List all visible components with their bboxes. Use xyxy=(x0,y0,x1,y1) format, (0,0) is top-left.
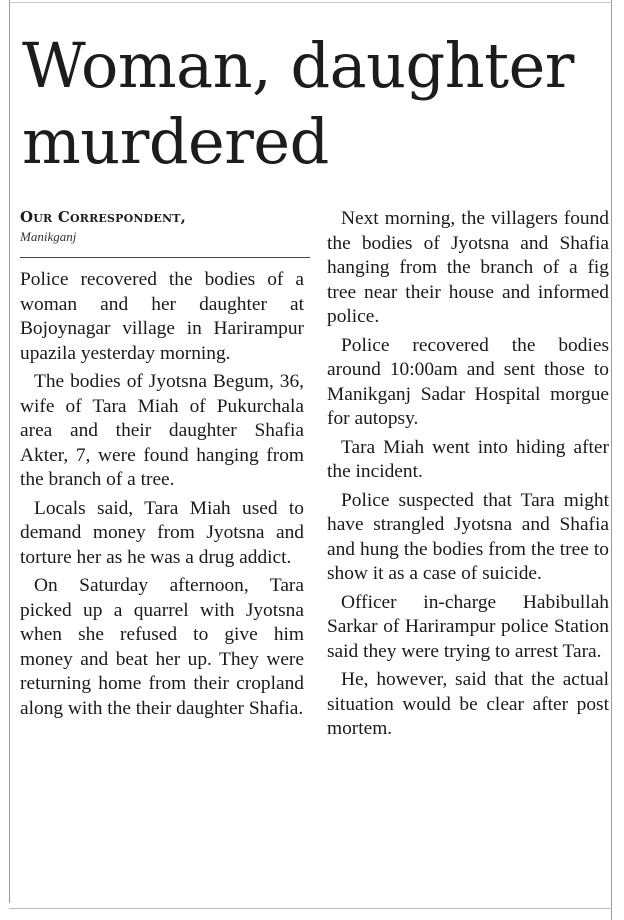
paragraph: On Saturday afternoon, Tara picked up a quarrel with Jyotsna when she refused to give him money and beat her up. They were returning home from their cropland along with the their daughter Shafia. xyxy=(20,575,304,719)
paragraph: Tara Miah went into hiding after the incident. xyxy=(327,436,609,482)
top-border xyxy=(9,2,612,3)
paragraph: He, however, said that the actual situation would be clear after post mortem. xyxy=(327,669,609,739)
byline-block xyxy=(20,207,310,245)
paragraph: Police recovered the bodies of a woman and her daughter at Bojoynagar village in Harirampur upazila yesterday morning. xyxy=(20,269,304,364)
byline-divider xyxy=(20,257,310,258)
paragraph: Officer in-charge Habibullah Sarkar of Harirampur police Station said they were trying to arrest Tara. xyxy=(327,591,609,662)
byline: Our Correspondent, xyxy=(20,208,187,226)
headline: Woman, daughter murdered xyxy=(22,29,574,178)
left-border xyxy=(9,0,10,903)
paragraph: Police suspected that Tara might have strangled Jyotsna and Shafia and hung the bodies from the tree to show it as a case of suicide. xyxy=(327,489,609,584)
paragraph: The bodies of Jyotsna Begum, 36, wife of Tara Miah of Pukurchala area and their daughter Shafia Akter, 7, were found hanging from the branch of a tree. xyxy=(20,371,304,490)
paragraph: Locals said, Tara Miah used to demand money from Jyotsna and torture her as he was a drug addict. xyxy=(20,497,304,568)
bottom-border xyxy=(9,908,612,909)
article-column-right xyxy=(327,207,609,746)
paragraph: Next morning, the villagers found the bodies of Jyotsna and Shafia hanging from the branch of a fig tree near their house and informed police. xyxy=(327,208,609,327)
dateline: Manikganj xyxy=(20,229,77,244)
paragraph: Police recovered the bodies around 10:00am and sent those to Manikganj Sadar Hospital morgue for autopsy. xyxy=(327,334,609,429)
article-column-left xyxy=(20,268,304,725)
